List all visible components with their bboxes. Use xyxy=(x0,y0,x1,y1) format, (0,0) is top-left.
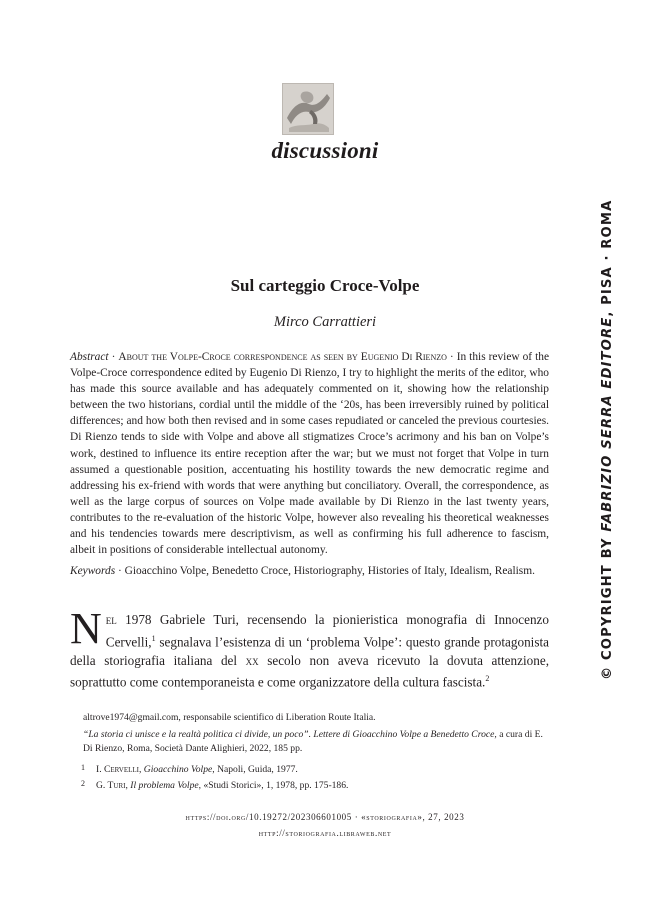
copyright-prefix: © COPYRIGHT BY xyxy=(600,531,615,680)
century-numeral: xx xyxy=(245,652,259,668)
drop-cap: N xyxy=(70,604,102,653)
copyright-suffix: , PISA · ROMA xyxy=(600,199,615,317)
footer-url[interactable]: http://storiografia.libraweb.net xyxy=(258,828,392,838)
author-contact: altrove1974@gmail.com, responsabile scientifico di Liberation Route Italia. xyxy=(83,712,376,723)
abstract-heading: About the Volpe-Croce correspondence as seen by Eugenio Di Rienzo xyxy=(118,351,447,363)
keywords-label: Keywords xyxy=(70,565,116,577)
article-title: Sul carteggio Croce-Volpe xyxy=(230,276,420,295)
first-word-rest: el xyxy=(105,612,117,627)
section-heading: discussioni xyxy=(271,138,379,163)
footnote-ref-1[interactable]: 1 xyxy=(151,633,156,643)
relief-sculpture-icon xyxy=(283,84,333,134)
section-ornament-image xyxy=(282,83,334,135)
footnotes xyxy=(70,711,549,793)
footnote-2: 2 G. Turi, Il problema Volpe, «Studi Storici», 1, 1978, pp. 175-186. xyxy=(81,779,349,791)
abstract-text: In this review of the Volpe-Croce correspondence edited by Eugenio Di Rienzo, I try to highlight the merits of the editor, who has made this source available and has adequately commented on it, showing how the relationship between the two historians, cordial until the middle of the ‘20s, has been irreversibly ruined by political differences; and how both then revised and in some cases repudiated or canceled the previous courtesies. Di Rienzo tends to side with Volpe and above all stigmatizes Croce’s acrimony and his ban on Volpe’s work, destined to influence its entire reception after the war; but we must not forget that Volpe in turn assumed a questionable position, accentuating his hostility towards the new democratic regime and addressing his ex-friend with words that were anything but conciliatory. Overall, the correspondence, as well as the large corpus of sources on Volpe made available by Di Rienzo in the last twenty years, contributes to the re-evaluation of the historic Volpe, however also revealing his theoretical weaknesses and his tendencies towards mere descriptivism, as well as confirming his full adherence to fascism, albeit in positions of considerable intellectual autonomy. xyxy=(70,351,550,557)
copyright-publisher: FABRIZIO SERRA EDITORE xyxy=(600,316,615,532)
abstract-label: Abstract xyxy=(70,351,109,363)
footer-doi[interactable]: https://doi.org/10.19272/202306601005 · «storiografia», 27, 2023 xyxy=(185,812,465,822)
reviewed-book-title: “La storia ci unisce e la realtà politica ci divide, un poco”. Lettere di Gioacchino Volpe a Benedetto Croce xyxy=(83,729,495,740)
footnote-1: 1 I. Cervelli, Gioacchino Volpe, Napoli, Guida, 1977. xyxy=(81,763,298,775)
reviewed-book: “La storia ci unisce e la realtà politica ci divide, un poco”. Lettere di Gioacchino Volpe a Benedetto Croce, a cura di E. Di Rienzo, Roma, Società Dante Alighieri, 2022, 185 pp. xyxy=(83,729,543,754)
keywords: Keywords · Gioacchino Volpe, Benedetto Croce, Historiography, Histories of Italy, Idealism, Realism. xyxy=(70,565,535,577)
footnote-ref-2[interactable]: 2 xyxy=(485,674,490,684)
keywords-text: Gioacchino Volpe, Benedetto Croce, Historiography, Histories of Italy, Idealism, Realism. xyxy=(124,565,535,577)
body-paragraph: Nel 1978 Gabriele Turi, recensendo la pionieristica monografia di Innocenzo Cervelli,$^1$ segnalava l’esistenza di un ‘problema Volpe’: questo grande protagonista della storiografia italiana del xx secolo non aveva ricevuto la dovuta attenzione, soprattutto come contemporaneista e come organizzatore della cultura fascista.$^2$ xyxy=(70,604,549,690)
abstract: Abstract · About the Volpe-Croce correspondence as seen by Eugenio Di Rienzo · In this review of the Volpe-Croce correspondence edited by Eugenio Di Rienzo, I try to highlight the merits of the editor, who has made this source available and has adequately commented on it, showing how the relationship between the two historians, cordial until the middle of the ‘20s, has been irreversibly ruined by political differences; and how both then revised and in some cases repudiated or canceled the previous courtesies. Di Rienzo tends to side with Volpe and above all stigmatizes Croce’s acrimony and his ban on Volpe’s work, destined to influence its entire reception after the war; but we must not forget that Volpe in turn assumed a questionable position, accentuating his hostility towards the new democratic regime and addressing his ex-friend with words that were anything but conciliatory. Overall, the correspondence, as well as the large corpus of sources on Volpe made available by Di Rienzo in the last twenty years, contributes to the re-evaluation of the historic Volpe, however also revealing his theoretical weaknesses and his tendencies towards mere descriptivism, as well as confirming his full adherence to fascism, albeit in positions of considerable intellectual autonomy. xyxy=(70,351,550,557)
article-author: Mirco Carrattieri xyxy=(273,314,377,330)
